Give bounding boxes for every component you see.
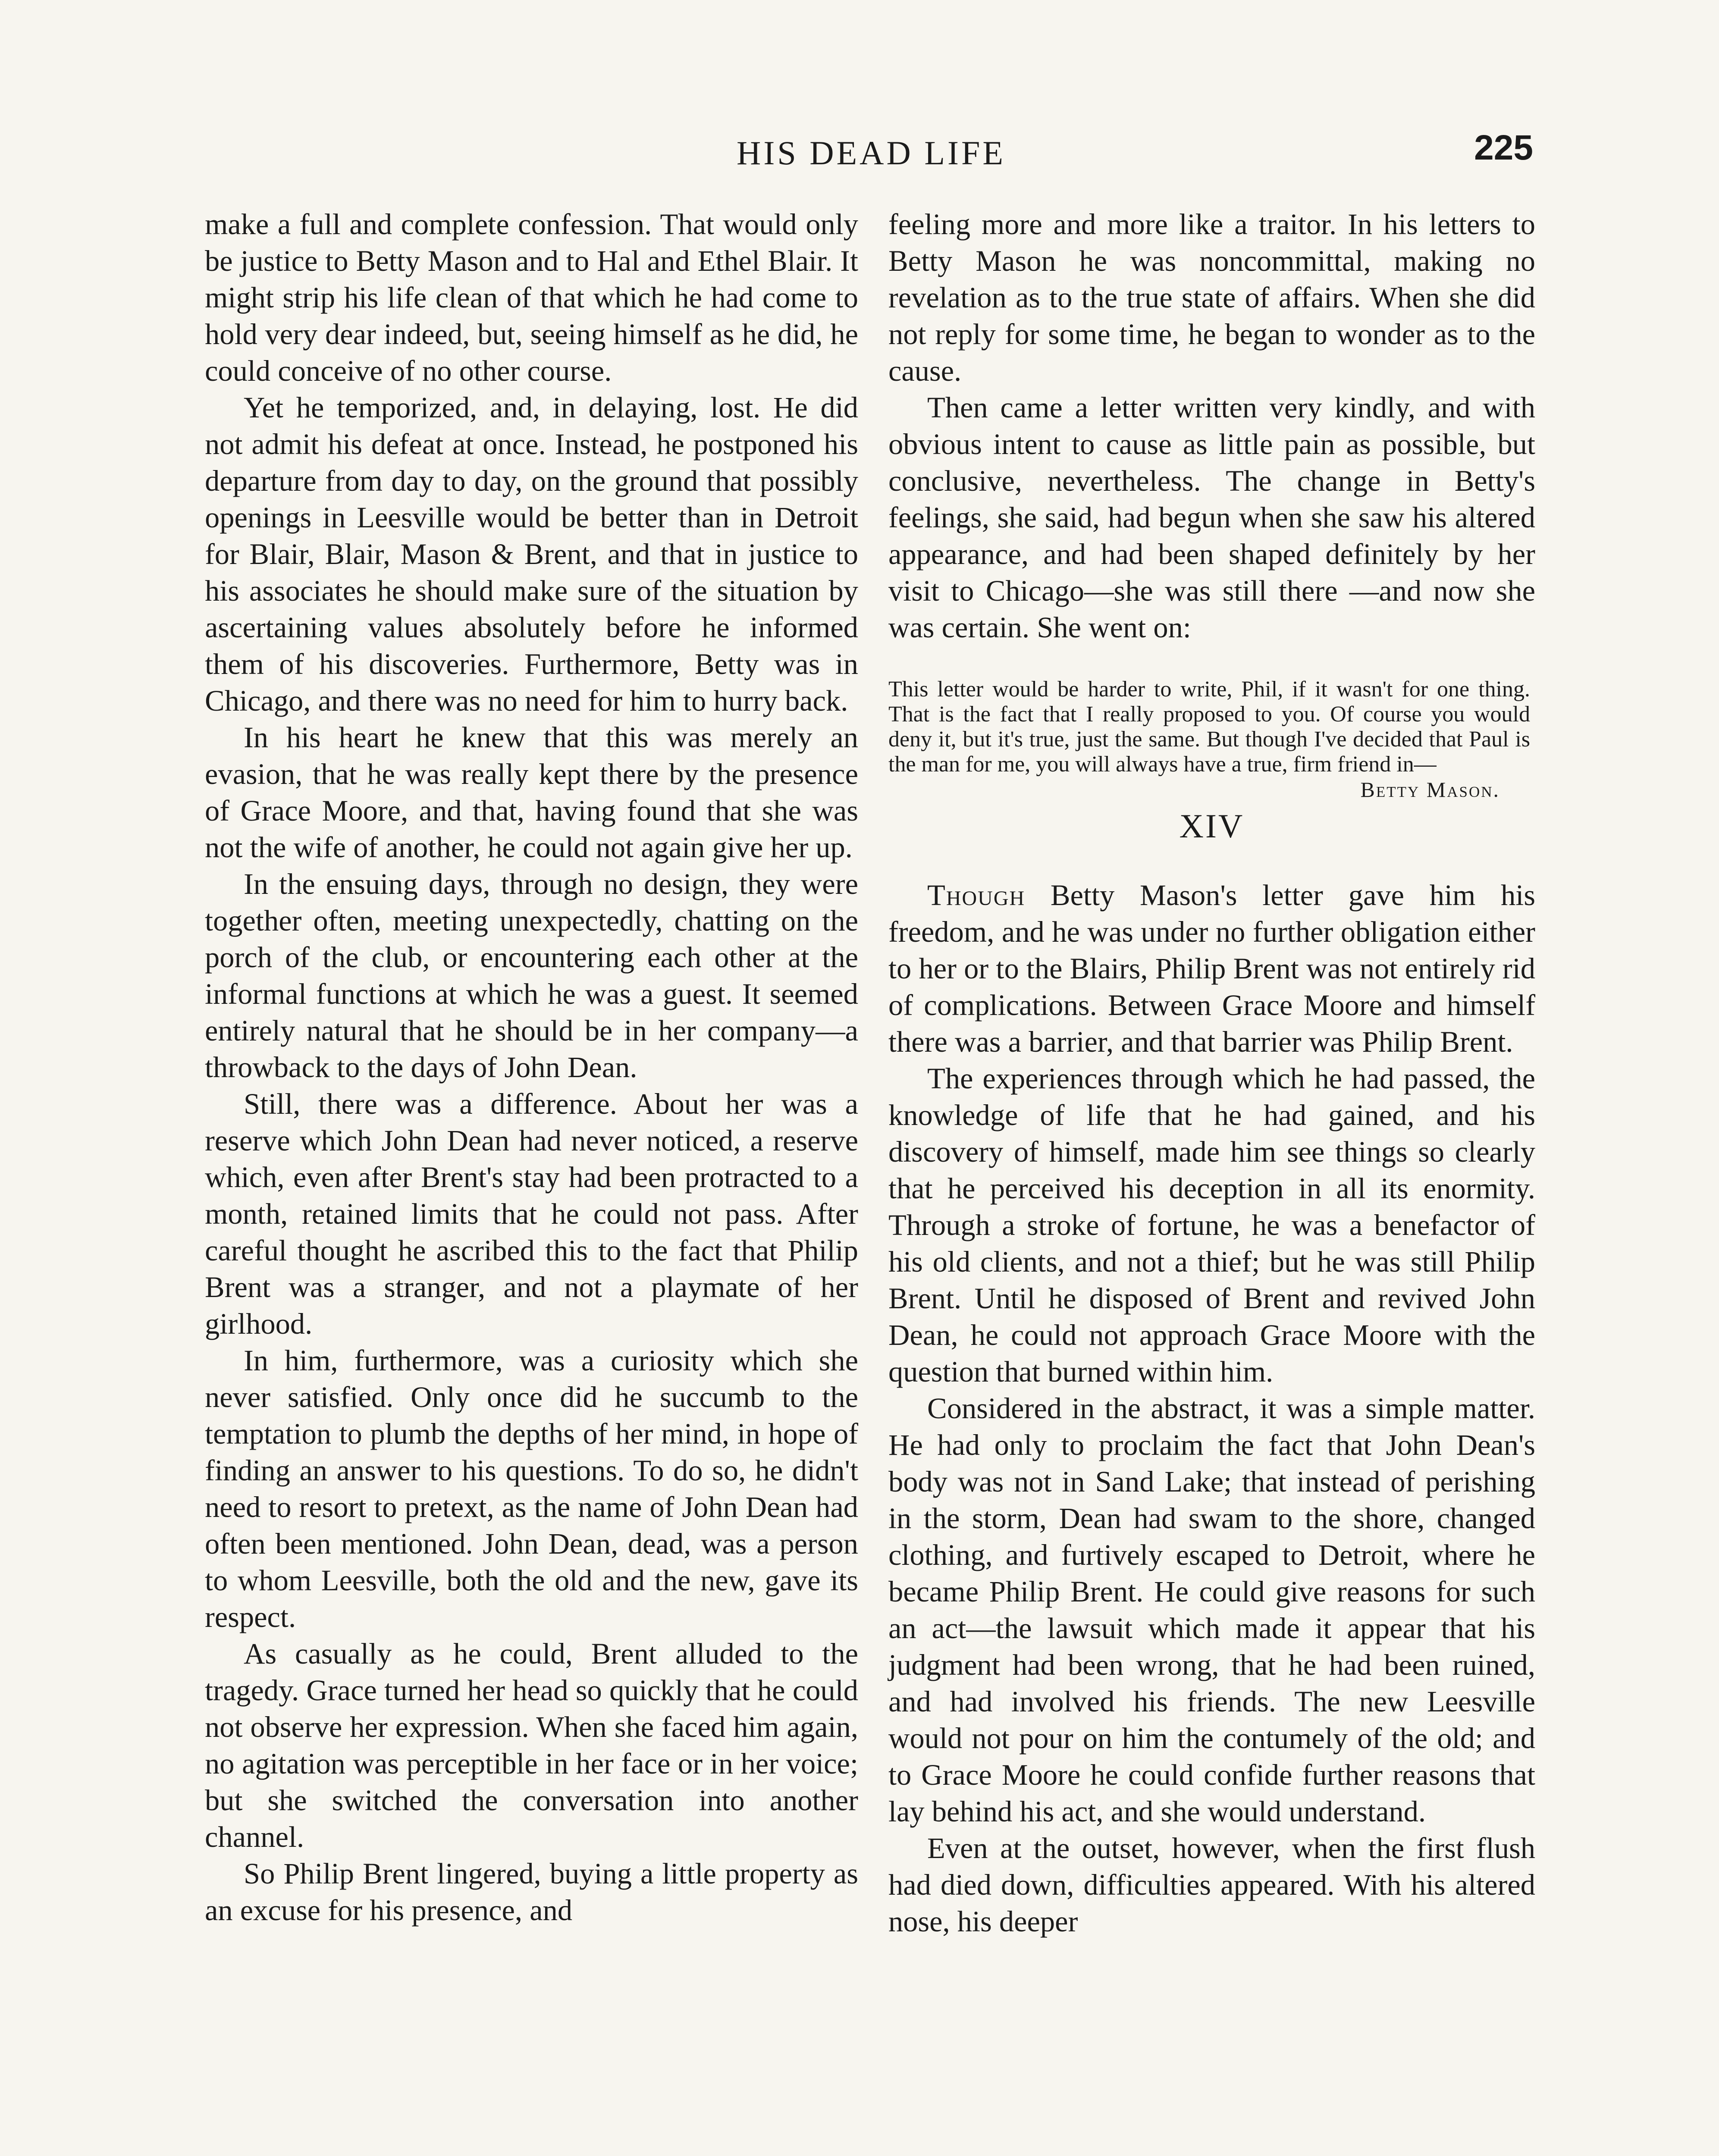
right-column <box>888 206 1535 1940</box>
paragraph: make a full and complete confession. That would only be justice to Betty Mason and to Hal and Ethel Blair. It might strip his life clean of that which he had come to hold very dear indeed, but, seeing himself as he did, he could conceive of no other course. <box>205 208 858 387</box>
running-header <box>205 128 1537 179</box>
paragraph: Yet he temporized, and, in delaying, lost. He did not admit his defeat at once. Instead, he postponed his departure from day to day, on the ground that possibly openings in Leesville would be better than in Detroit for Blair, Blair, Mason & Brent, and that in justice to his associates he should make sure of the situation by ascertaining values absolutely before he informed them of his discoveries. Furthermore, Betty was in Chicago, and there was no need for him to hurry back. <box>205 391 858 717</box>
page-number: 225 <box>1474 128 1533 167</box>
chapter-heading: XIV <box>1179 807 1245 845</box>
paragraph: In his heart he knew that this was merely an evasion, that he was really kept there by the presence of Grace Moore, and that, having found that she was not the wife of another, he could not again give her up. <box>205 721 858 864</box>
chapter-lead-in: Though <box>927 879 1026 912</box>
paragraph: In the ensuing days, through no design, they were together often, meeting unexpectedly, chatting on the porch of the club, or encountering each other at the informal functions at which he was a guest. It seemed entirely natural that he should be in her company—a throwback to the days of John Dean. <box>205 868 858 1084</box>
paragraph: Considered in the abstract, it was a simple matter. He had only to proclaim the fact that John Dean's body was not in Sand Lake; that instead of perishing in the storm, Dean had swam to the shore, changed clothing, and furtively escaped to Detroit, where he became Philip Brent. He could give reasons for such an act—the lawsuit which made it appear that his judgment had been wrong, that he had been ruined, and had involved his friends. The new Leesville would not pour on him the contumely of the old; and to Grace Moore he could confide further reasons that lay behind his act, and she would understand. <box>888 1392 1535 1828</box>
quoted-letter <box>888 677 1530 802</box>
paragraph: So Philip Brent lingered, buying a little property as an excuse for his presence, and <box>205 1857 858 1927</box>
paragraph: The experiences through which he had passed, the knowledge of life that he had gained, and his discovery of himself, made him see things so clearly that he perceived his deception in all its enormity. Through a stroke of fortune, he was a benefactor of his old clients, and not a thief; but he was still Philip Brent. Until he disposed of Brent and revived John Dean, he could not approach Grace Moore with the question that burned within him. <box>888 1062 1535 1388</box>
paragraph: In him, furthermore, was a curiosity which she never satisfied. Only once did he succumb to the temptation to plumb the depths of her mind, in hope of finding an answer to his questions. To do so, he didn't need to resort to pretext, as the name of John Dean had often been mentioned. John Dean, dead, was a person to whom Leesville, both the old and the new, gave its respect. <box>205 1344 858 1633</box>
paragraph: Then came a letter written very kindly, and with obvious intent to cause as little pain as possible, but conclusive, nevertheless. The change in Betty's feelings, she said, had begun when she saw his altered appearance, and had been shaped definitely by her visit to Chicago—she was still there —and now she was certain. She went on: <box>888 391 1535 644</box>
chapter-opening-text: Betty Mason's letter gave him his freedom, and he was under no further obligation either to her or to the Blairs, Philip Brent was not entirely rid of complications. Between Grace Moore and himself there was a barrier, and that barrier was Philip Brent. <box>888 879 1535 1058</box>
letter-signature: Betty Mason. <box>1360 777 1500 802</box>
paragraph: As casually as he could, Brent alluded to the tragedy. Grace turned her head so quickly that he could not observe her expression. When she faced him again, no agitation was perceptible in her face or in her voice; but she switched the conversation into another channel. <box>205 1637 858 1853</box>
left-column <box>205 206 858 1929</box>
running-title: HIS DEAD LIFE <box>737 134 1006 172</box>
paragraph: Still, there was a difference. About her was a reserve which John Dean had never noticed, a reserve which, even after Brent's stay had been protracted to a month, retained limits that he could not pass. After careful thought he ascribed this to the fact that Philip Brent was a stranger, and not a playmate of her girlhood. <box>205 1087 858 1340</box>
paragraph: Even at the outset, however, when the first flush had died down, difficulties appeared. With his altered nose, his deeper <box>888 1832 1535 1938</box>
letter-text: This letter would be harder to write, Phil, if it wasn't for one thing. That is the fact that I really proposed to you. Of course you would deny it, but it's true, just the same. But though I've decided that Paul is the man for me, you will always have a true, firm friend in— <box>888 677 1530 777</box>
paragraph: feeling more and more like a traitor. In his letters to Betty Mason he was noncommittal, making no revelation as to the true state of affairs. When she did not reply for some time, he began to wonder as to the cause. <box>888 208 1535 387</box>
chapter-opening-paragraph <box>888 877 1535 1060</box>
